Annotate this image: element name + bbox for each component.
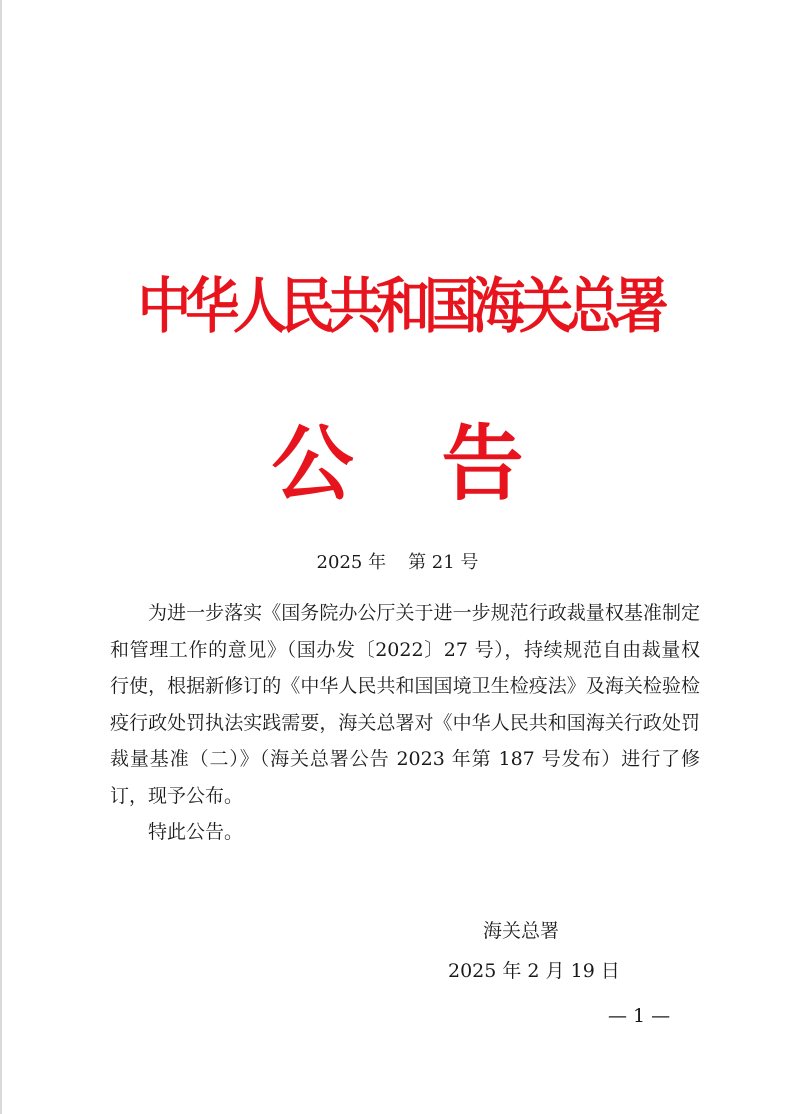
document-issue-number: 第 21 号 [408, 552, 479, 573]
body-paragraph-2: 特此公告。 [148, 821, 244, 843]
doc-type-char-1: 公 [271, 417, 354, 512]
page-number: — 1 — [608, 1005, 671, 1027]
signature-organization: 海关总署 [483, 920, 560, 942]
signature-date: 2025 年 2 月 19 日 [448, 960, 620, 982]
document-year: 2025 年 [316, 552, 387, 573]
announcement-body [110, 595, 700, 851]
doc-type-title [0, 410, 795, 520]
body-paragraph-1: 为进一步落实《国务院办公厅关于进一步规范行政裁量权基准制定和管理工作的意见》（国办发〔2022〕27 号），持续规范自由裁量权行使，根据新修订的《中华人民共和国国境卫生检疫法》及海关检验检疫行政处罚执法实践需要，海关总署对《中华人民共和国海关行政处罚裁量基准（二）》（海关总署公告 2023 年第 187 号发布）进行了修订，现予公布。 [110, 602, 700, 807]
doc-type-char-2: 告 [441, 417, 524, 512]
agency-header: 中华人民共和国海关总署 [137, 272, 663, 342]
document-number [0, 549, 795, 577]
